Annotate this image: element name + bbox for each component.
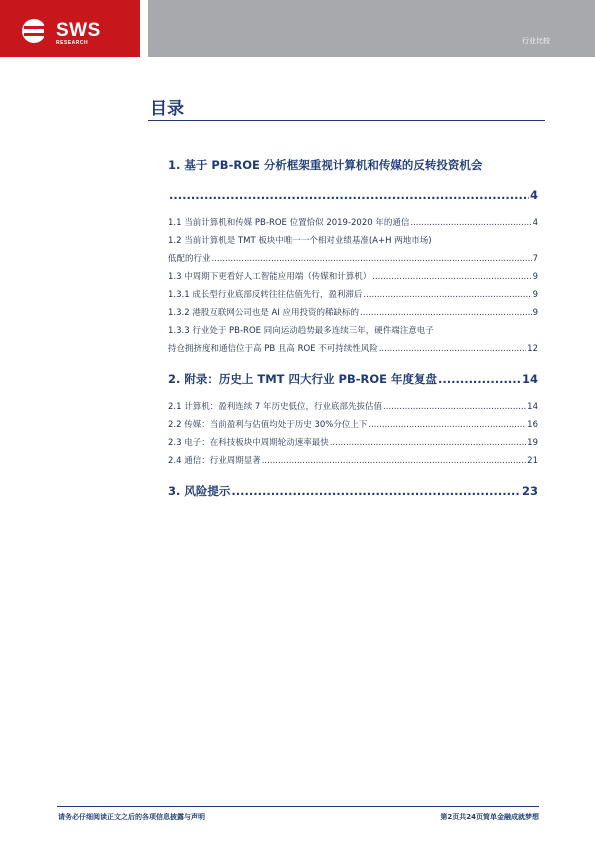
toc-entry-1-3-1[interactable] xyxy=(168,286,538,304)
toc-entry-text: 2.1 计算机：盈利连续 7 年历史低位，行业底部先拔估值 xyxy=(168,402,383,412)
toc-entry-text: 1.1 当前计算机和传媒 PB-ROE 位置恰似 2019-2020 年的通信 xyxy=(168,218,410,228)
report-category: 行业比较 xyxy=(522,37,550,45)
toc-entry-text-line2: 持仓拥挤度和通信位于高 PB 且高 ROE 不可持续性风险 xyxy=(168,344,378,354)
toc-entry-1-2[interactable] xyxy=(168,232,538,268)
toc-leader-dots xyxy=(262,452,526,470)
toc-entry-text-line1: 1.2 当前计算机是 TMT 板块中唯一一个相对业绩基准(A+H 两地市场) xyxy=(168,236,432,246)
toc-entry-text: 1.3.1 成长型行业底部反转往往估值先行，盈利滞后 xyxy=(168,290,363,300)
logo-subtext: RESEARCH xyxy=(56,40,89,46)
toc-entry-text: 2.2 传媒：当前盈利与估值均处于历史 30%分位上下 xyxy=(168,420,368,430)
toc-entry-text-line1: 1.3.3 行业处于 PB-ROE 同向运动趋势最多连续三年，硬件端注意电子 xyxy=(168,326,434,336)
toc-title: 目录 xyxy=(150,99,184,119)
toc-entry-2-1[interactable] xyxy=(168,398,538,416)
toc-entry-page: 14 xyxy=(521,372,538,386)
toc-entry-section-2[interactable] xyxy=(168,364,538,394)
toc-divider xyxy=(148,120,545,121)
toc-entry-text: 2.4 通信：行业周期显著 xyxy=(168,456,261,466)
toc-entry-page: 19 xyxy=(527,438,538,448)
toc-entry-page: 7 xyxy=(532,254,538,264)
toc-entry-page: 23 xyxy=(521,484,538,498)
footer-divider xyxy=(57,806,539,807)
toc-entry-page: 16 xyxy=(527,420,538,430)
toc-entry-text: 1.3 中周期下更看好人工智能应用端（传媒和计算机） xyxy=(168,272,372,282)
header-gray-bar xyxy=(148,0,595,57)
toc-entry-text: 1. 基于 PB-ROE 分析框架重视计算机和传媒的反转投资机会 xyxy=(168,158,483,172)
toc-entry-page: 14 xyxy=(527,402,538,412)
toc-entry-section-3[interactable] xyxy=(168,476,538,506)
toc-entry-text: 1.3.2 港股互联网公司也是 AI 应用投资的稀缺标的 xyxy=(168,308,360,318)
toc-leader-dots xyxy=(360,304,532,322)
footer-page-info: 第2页共24页简单金融成就梦想 xyxy=(440,813,539,821)
toc-leader-dots xyxy=(363,286,531,304)
toc-entry-1-3[interactable] xyxy=(168,268,538,286)
toc-leader-dots xyxy=(438,364,521,394)
logo-text: SWS xyxy=(56,20,101,41)
toc-leader-dots xyxy=(372,268,531,286)
toc-leader-dots xyxy=(410,214,531,232)
toc-entry-page: 4 xyxy=(532,218,538,228)
toc-leader-dots xyxy=(169,180,529,210)
toc-entry-page: 21 xyxy=(527,456,538,466)
toc-entry-page: 12 xyxy=(527,344,538,354)
toc-leader-dots xyxy=(383,398,526,416)
toc-entry-page: 4 xyxy=(529,188,538,202)
toc-entry-page: 9 xyxy=(532,290,538,300)
toc-entry-1-3-2[interactable] xyxy=(168,304,538,322)
toc-entry-text: 2. 附录：历史上 TMT 四大行业 PB-ROE 年度复盘 xyxy=(168,372,437,386)
toc-leader-dots xyxy=(379,340,526,358)
toc-entry-text: 2.3 电子：在科技板块中周期轮动速率最快 xyxy=(168,438,329,448)
toc-leader-dots xyxy=(212,250,532,268)
toc-entry-text-line2: 低配的行业 xyxy=(168,254,211,264)
toc-entry-2-2[interactable] xyxy=(168,416,538,434)
footer-disclaimer: 请务必仔细阅读正文之后的各项信息披露与声明 xyxy=(58,813,205,821)
table-of-contents xyxy=(168,150,538,506)
toc-entry-page: 9 xyxy=(532,308,538,318)
toc-entry-page: 9 xyxy=(532,272,538,282)
toc-leader-dots xyxy=(231,476,521,506)
toc-entry-2-4[interactable] xyxy=(168,452,538,470)
toc-leader-dots xyxy=(368,416,526,434)
toc-entry-1-3-3[interactable] xyxy=(168,322,538,358)
toc-entry-2-3[interactable] xyxy=(168,434,538,452)
toc-leader-dots xyxy=(330,434,526,452)
toc-entry-text: 3. 风险提示 xyxy=(168,484,231,498)
toc-entry-1-1[interactable] xyxy=(168,214,538,232)
header-brand-bar xyxy=(0,0,140,57)
toc-entry-section-1[interactable] xyxy=(168,150,538,210)
